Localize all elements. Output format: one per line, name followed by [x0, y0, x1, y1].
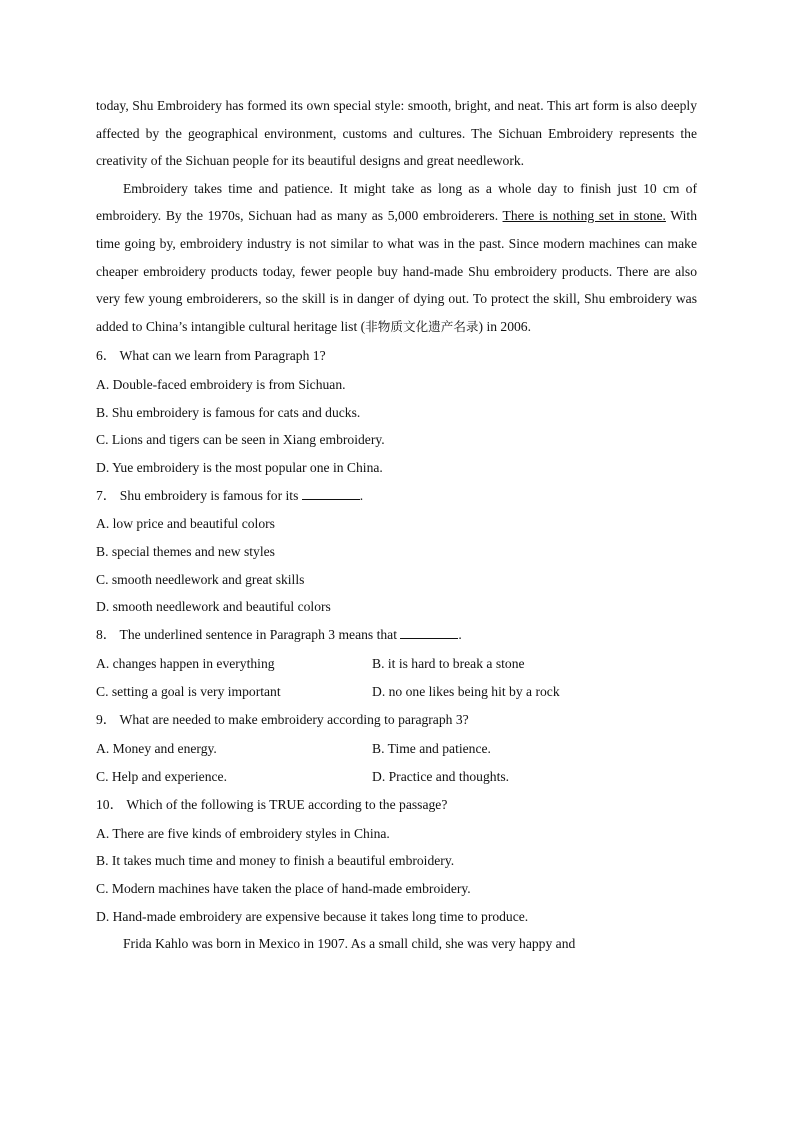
question-8-options-row-1	[96, 650, 697, 678]
question-9-option-a: A. Money and energy.	[96, 740, 217, 756]
paragraph-3-text-middle: With time going by, embroidery industry is not similar to what was in the past. Since modern machines can make cheaper embroidery products today, fewer people buy hand-made Shu embroidery products. There are also very few young embroiderers, so the skill is in danger of dying out. To protect the skill, Shu embroidery was added to China’s intangible cultural heritage list (	[96, 208, 697, 334]
question-9-option-c: C. Help and experience.	[96, 768, 227, 784]
paragraph-3-text-start: Embroidery takes time and patience. It might take as long as a whole day to finish just 10 cm of embroidery. By the 1970s, Sichuan had as many as 5,000 embroiderers.	[96, 180, 697, 224]
question-10-stem: 10． Which of the following is TRUE according to the passage?	[96, 796, 448, 812]
question-9-option-d: D. Practice and thoughts.	[372, 768, 510, 784]
question-8-option-a: A. changes happen in everything	[96, 655, 275, 671]
paragraph-3-text-end: ) in 2006.	[478, 318, 531, 334]
question-7-option-d: D. smooth needlework and beautiful colors	[96, 599, 331, 615]
question-8-option-d: D. no one likes being hit by a rock	[372, 683, 560, 699]
question-7-stem-end: .	[359, 487, 364, 503]
question-7-option-a: A. low price and beautiful colors	[96, 516, 275, 532]
question-8-stem	[96, 621, 697, 650]
question-8-stem-end: .	[458, 627, 462, 643]
question-9-option-b: B. Time and patience.	[372, 740, 491, 756]
question-9-stem: 9． What are needed to make embroidery according to paragraph 3?	[96, 712, 469, 727]
question-8-option-b: B. it is hard to break a stone	[372, 655, 525, 671]
question-10-option-c: C. Modern machines have taken the place of hand-made embroidery.	[96, 880, 471, 896]
question-8-option-c: C. setting a goal is very important	[96, 683, 281, 699]
question-7-option-b: B. special themes and new styles	[96, 543, 275, 559]
question-6	[96, 342, 697, 481]
document-page	[96, 92, 697, 958]
chinese-annotation: 非物质文化遗产名录	[365, 318, 479, 334]
question-7-option-c: C. smooth needlework and great skills	[96, 571, 305, 587]
passage-paragraph-2-continued: today, Shu Embroidery has formed its own special style: smooth, bright, and neat. This art form is also deeply affected by the geographical environment, customs and cultures. The Sichuan Embroidery represents the creativity of the Sichuan people for its beautiful designs and great needlework.	[96, 98, 697, 169]
question-6-option-d: D. Yue embroidery is the most popular one in China.	[96, 460, 383, 475]
question-6-option-b: B. Shu embroidery is famous for cats and ducks.	[96, 404, 361, 420]
question-6-option-a: A. Double-faced embroidery is from Sichuan.	[96, 376, 346, 392]
question-6-stem: 6． What can we learn from Paragraph 1?	[96, 348, 326, 364]
answer-blank	[400, 626, 458, 639]
next-passage-first-line: Frida Kahlo was born in Mexico in 1907. As a small child, she was very happy and	[123, 936, 576, 952]
question-7	[96, 482, 697, 621]
question-9-options-row-1	[96, 735, 697, 763]
question-10	[96, 791, 697, 930]
question-8-options-row-2	[96, 678, 697, 706]
question-10-option-b: B. It takes much time and money to finish a beautiful embroidery.	[96, 853, 455, 869]
question-7-stem-text: 7． Shu embroidery is famous for its	[96, 487, 302, 503]
question-10-option-a: A. There are five kinds of embroidery styles in China.	[96, 825, 390, 841]
underlined-sentence: There is nothing set in stone.	[502, 208, 666, 224]
question-10-option-d: D. Hand-made embroidery are expensive because it takes long time to produce.	[96, 908, 529, 924]
question-9	[96, 706, 697, 791]
question-7-stem	[96, 482, 697, 511]
question-6-option-c: C. Lions and tigers can be seen in Xiang embroidery.	[96, 432, 385, 448]
question-9-options-row-2	[96, 763, 697, 791]
question-8	[96, 621, 697, 706]
passage-paragraph-3	[96, 175, 697, 341]
question-8-stem-text: 8． The underlined sentence in Paragraph 3 means that	[96, 627, 401, 643]
answer-blank	[302, 487, 360, 500]
